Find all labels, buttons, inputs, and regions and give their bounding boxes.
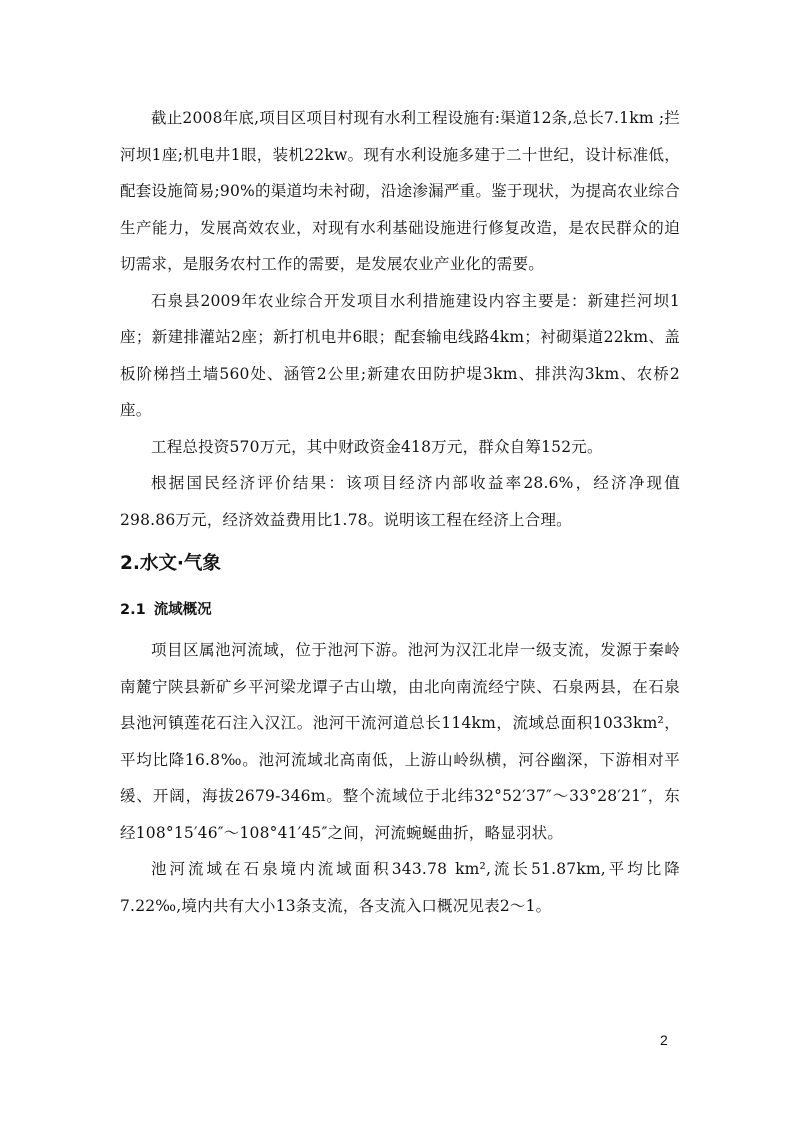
document-body bbox=[120, 100, 680, 924]
subsection-number: 2.1 bbox=[120, 602, 146, 618]
subsection-heading bbox=[120, 592, 680, 628]
paragraph-economic-evaluation: 根据国民经济评价结果：该项目经济内部收益率28.6%，经济净现值298.86万元，经济效益费用比1.78。说明该工程在经济上合理。 bbox=[120, 474, 680, 529]
paragraph-existing-facilities: 截止2008年底,项目区项目村现有水利工程设施有:渠道12条,总长7.1km ;拦河坝1座;机电井1眼，装机22kw。现有水利设施多建于二十世纪，设计标准低，配套设施简易;90%的渠道均未衬砌，沿途渗漏严重。鉴于现状，为提高农业综合生产能力，发展高效农业，对现有水利基础设施进行修复改造，是农民群众的迫切需求，是服务农村工作的需要，是发展农业产业化的需要。 bbox=[120, 109, 680, 273]
section-heading: 2.水文·气象 bbox=[120, 553, 221, 574]
page-number: 2 bbox=[660, 1032, 668, 1048]
paragraph-investment: 工程总投资570万元，其中财政资金418万元，群众自筹152元。 bbox=[151, 437, 603, 456]
paragraph-basin-in-county: 池河流域在石泉境内流域面积343.78 km²,流长51.87km,平均比降7.22‰,境内共有大小13条支流，各支流入口概况见表2～1。 bbox=[120, 860, 680, 915]
subsection-title: 流域概况 bbox=[153, 602, 212, 618]
paragraph-construction-content: 石泉县2009年农业综合开发项目水利措施建设内容主要是：新建拦河坝1座；新建排灌站2座；新打机电井6眼；配套输电线路4km；衬砌渠道22km、盖板阶梯挡土墙560处、涵管2公里;新建农田防护堤3km、排洪沟3km、农桥2座。 bbox=[120, 291, 680, 419]
paragraph-basin-overview: 项目区属池河流域，位于池河下游。池河为汉江北岸一级支流，发源于秦岭南麓宁陕县新矿乡平河梁龙谭子古山墩，由北向南流经宁陕、石泉两县，在石泉县池河镇莲花石注入汉江。池河干流河道总长114km，流域总面积1033km²，平均比降16.8‰。池河流域北高南低，上游山岭纵横，河谷幽深，下游相对平缓、开阔，海拔2679-346m。整个流域位于北纬32°52′37″～33°28′21″，东经108°15′46″～108°41′45″之间，河流蜿蜒曲折，略显羽状。 bbox=[120, 641, 680, 842]
